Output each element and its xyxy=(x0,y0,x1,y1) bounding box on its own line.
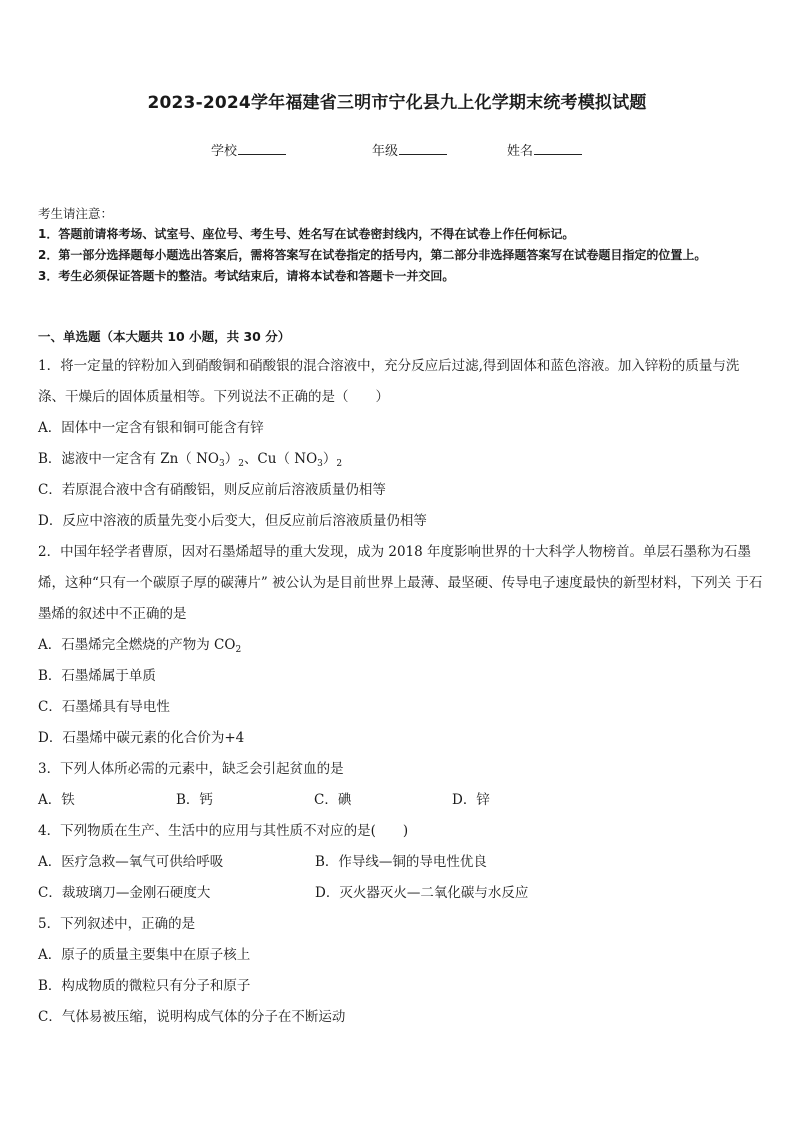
q1-option-a: A．固体中一定含有银和铜可能含有锌 xyxy=(38,420,264,436)
questions xyxy=(38,323,763,1033)
q3-options xyxy=(38,785,763,816)
exam-title: 2023-2024学年福建省三明市宁化县九上化学期末统考模拟试题 xyxy=(147,93,647,113)
q4-options-row-2 xyxy=(38,878,763,909)
q2-option-d: D．石墨烯中碳元素的化合价为+4 xyxy=(38,730,245,746)
school-blank[interactable] xyxy=(238,141,286,155)
text: ） xyxy=(224,451,239,467)
exam-notice xyxy=(38,203,763,287)
question-3: 3．下列人体所必需的元素中，缺乏会引起贫血的是 xyxy=(38,761,344,777)
school-label: 学校 xyxy=(211,144,238,159)
school-field[interactable] xyxy=(211,140,286,159)
notice-item: 2．第一部分选择题每小题选出答案后，需将答案写在试卷指定的括号内，第二部分非选择题答案写在试卷题目指定的位置上。 xyxy=(38,248,707,262)
q1-option-c: C．若原混合液中含有硝酸铝，则反应前后溶液质量仍相等 xyxy=(38,482,386,498)
subscript: 2 xyxy=(235,645,242,655)
subscript: 3 xyxy=(218,459,225,469)
q4-option-c: C．裁玻璃刀—金刚石硬度大 xyxy=(38,885,211,901)
question-5: 5．下列叙述中，正确的是 xyxy=(38,916,196,932)
question-4: 4．下列物质在生产、生活中的应用与其性质不对应的是( ) xyxy=(38,823,409,839)
question-2: 2．中国年轻学者曹原，因对石墨烯超导的重大发现，成为 2018 年度影响世界的十大科学人物榜首。单层石墨称为石墨烯，这种“只有一个碳原子厚的碳薄片” 被公认为是目前世界上最薄、最坚硬、传导电子速度最快的新型材料，下列关 于石墨烯的叙述中不正确的是 xyxy=(38,544,763,622)
q4-option-a: A．医疗急救—氧气可供给呼吸 xyxy=(38,854,224,870)
grade-label: 年级 xyxy=(372,144,399,159)
q3-option-d: D．锌 xyxy=(452,792,490,808)
grade-field[interactable] xyxy=(372,140,447,159)
section-heading: 一、单选题（本大题共 10 小题，共 30 分） xyxy=(38,329,291,344)
text: A．石墨烯完全燃烧的产物为 CO xyxy=(38,637,236,653)
name-label: 姓名 xyxy=(507,144,534,159)
q3-option-b: B．钙 xyxy=(176,792,213,808)
name-field[interactable] xyxy=(507,140,582,159)
subscript: 2 xyxy=(336,459,343,469)
q2-option-c: C．石墨烯具有导电性 xyxy=(38,699,170,715)
q4-option-d: D．灭火器灭火—二氧化碳与水反应 xyxy=(315,885,529,901)
text: 、Cu（ NO xyxy=(243,451,318,467)
text: ） xyxy=(322,451,337,467)
q4-option-b: B．作导线—铜的导电性优良 xyxy=(315,854,487,870)
q2-option-a xyxy=(38,630,763,661)
question-1: 1．将一定量的锌粉加入到硝酸铜和硝酸银的混合溶液中，充分反应后过滤,得到固体和蓝色溶液。加入锌粉的质量与洗涤、干燥后的固体质量相等。下列说法不正确的是（ ） xyxy=(38,358,740,405)
subscript: 2 xyxy=(238,459,244,469)
q4-options-row-1 xyxy=(38,847,763,878)
name-blank[interactable] xyxy=(534,141,582,155)
q5-option-a: A．原子的质量主要集中在原子核上 xyxy=(38,947,251,963)
notice-head: 考生请注意： xyxy=(38,206,114,221)
q5-option-c: C．气体易被压缩，说明构成气体的分子在不断运动 xyxy=(38,1009,346,1025)
q2-option-b: B．石墨烯属于单质 xyxy=(38,668,156,684)
q1-option-b xyxy=(38,444,763,475)
notice-item: 3．考生必须保证答题卡的整洁。考试结束后，请将本试卷和答题卡一并交回。 xyxy=(38,269,455,283)
q5-option-b: B．构成物质的微粒只有分子和原子 xyxy=(38,978,251,994)
q1-option-d: D．反应中溶液的质量先变小后变大，但反应前后溶液质量仍相等 xyxy=(38,513,427,529)
q3-option-a: A．铁 xyxy=(38,792,75,808)
notice-item: 1．答题前请将考场、试室号、座位号、考生号、姓名写在试卷密封线内，不得在试卷上作任何标记。 xyxy=(38,227,575,241)
subscript: 3 xyxy=(317,459,323,469)
q3-option-c: C．碘 xyxy=(314,792,352,808)
grade-blank[interactable] xyxy=(399,141,447,155)
text: B．滤液中一定含有 Zn（ NO xyxy=(38,451,219,467)
